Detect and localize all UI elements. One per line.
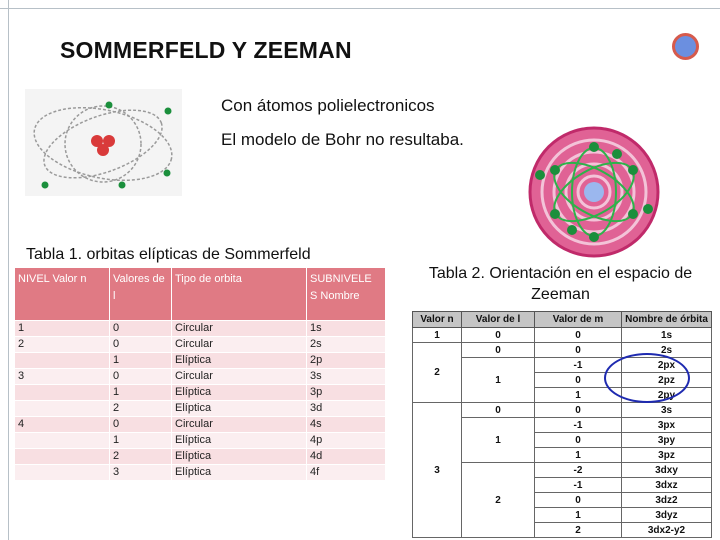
cell-m: -1 <box>535 418 622 433</box>
cell-orbital: 2pz <box>622 373 712 388</box>
cell-type: Elíptica <box>172 353 307 369</box>
cell-subshell: 3d <box>307 401 386 417</box>
table2-caption: Tabla 2. Orientación en el espacio de Zeeman <box>428 265 693 303</box>
cell-orbital: 2px <box>622 358 712 373</box>
cell-m: -1 <box>535 478 622 493</box>
cell-n: 2 <box>413 343 462 403</box>
cell-subshell: 4f <box>307 465 386 481</box>
table-row <box>15 401 386 417</box>
table1-caption: Tabla 1. orbitas elípticas de Sommerfeld <box>26 246 311 263</box>
cell-l: 0 <box>462 343 535 358</box>
sommerfeld-atom-icon <box>527 125 661 259</box>
cell-l: 1 <box>110 385 172 401</box>
table-row <box>15 433 386 449</box>
cell-m: 1 <box>535 448 622 463</box>
cell-m: 0 <box>535 403 622 418</box>
cell-orbital: 1s <box>622 328 712 343</box>
cell-type: Elíptica <box>172 401 307 417</box>
table1-header-row <box>15 268 386 321</box>
cell-type: Elíptica <box>172 433 307 449</box>
cell-type: Circular <box>172 417 307 433</box>
cell-l: 0 <box>110 337 172 353</box>
cell-l: 2 <box>110 401 172 417</box>
cell-l: 0 <box>110 417 172 433</box>
cell-orbital: 3dxy <box>622 463 712 478</box>
cell-n: 1 <box>413 328 462 343</box>
cell-n <box>15 353 110 369</box>
cell-subshell: 3p <box>307 385 386 401</box>
slide-dot-icon <box>672 33 699 60</box>
top-rule <box>0 8 720 9</box>
table2-header-name: Nombre de órbita <box>622 312 712 328</box>
cell-m: 1 <box>535 508 622 523</box>
cell-orbital: 2py <box>622 388 712 403</box>
cell-subshell: 3s <box>307 369 386 385</box>
cell-n: 4 <box>15 417 110 433</box>
table1-header-l: Valores de l <box>110 268 172 321</box>
table2-header-n: Valor n <box>413 312 462 328</box>
cell-m: 0 <box>535 493 622 508</box>
cell-l: 2 <box>110 449 172 465</box>
cell-l: 0 <box>462 403 535 418</box>
table-row <box>413 403 712 418</box>
cell-l: 1 <box>462 358 535 403</box>
table-row <box>15 417 386 433</box>
table-row <box>15 465 386 481</box>
table-row <box>15 337 386 353</box>
cell-orbital: 2s <box>622 343 712 358</box>
table-row <box>15 369 386 385</box>
sommerfeld-table <box>14 267 386 481</box>
cell-m: -2 <box>535 463 622 478</box>
table1-header-subshell: SUBNIVELE S Nombre <box>307 268 386 321</box>
cell-orbital: 3dx2-y2 <box>622 523 712 538</box>
cell-n: 3 <box>413 403 462 538</box>
table1-header-n: NIVEL Valor n <box>15 268 110 321</box>
cell-subshell: 2p <box>307 353 386 369</box>
cell-l: 1 <box>110 353 172 369</box>
cell-l: 1 <box>110 433 172 449</box>
table-row <box>15 353 386 369</box>
cell-subshell: 4s <box>307 417 386 433</box>
cell-m: 1 <box>535 388 622 403</box>
table-row <box>15 321 386 337</box>
cell-n <box>15 465 110 481</box>
left-rule <box>8 0 9 540</box>
bohr-atom-icon <box>25 89 182 196</box>
cell-n <box>15 385 110 401</box>
cell-type: Circular <box>172 337 307 353</box>
cell-l: 3 <box>110 465 172 481</box>
cell-l: 2 <box>462 463 535 538</box>
cell-orbital: 3px <box>622 418 712 433</box>
cell-l: 0 <box>110 321 172 337</box>
table-row <box>15 385 386 401</box>
cell-orbital: 3dxz <box>622 478 712 493</box>
cell-n <box>15 401 110 417</box>
cell-type: Circular <box>172 321 307 337</box>
cell-m: 0 <box>535 373 622 388</box>
cell-subshell: 2s <box>307 337 386 353</box>
cell-m: -1 <box>535 358 622 373</box>
cell-l: 0 <box>462 328 535 343</box>
cell-l: 1 <box>462 418 535 463</box>
cell-orbital: 3dyz <box>622 508 712 523</box>
cell-n <box>15 449 110 465</box>
cell-orbital: 3s <box>622 403 712 418</box>
table2-header-l: Valor de l <box>462 312 535 328</box>
cell-subshell: 4d <box>307 449 386 465</box>
table2-header-row <box>413 312 712 328</box>
cell-n: 3 <box>15 369 110 385</box>
cell-m: 0 <box>535 343 622 358</box>
cell-subshell: 1s <box>307 321 386 337</box>
cell-m: 2 <box>535 523 622 538</box>
cell-orbital: 3pz <box>622 448 712 463</box>
highlight-circle <box>604 353 690 403</box>
cell-n: 1 <box>15 321 110 337</box>
cell-subshell: 4p <box>307 433 386 449</box>
cell-m: 0 <box>535 328 622 343</box>
cell-n: 2 <box>15 337 110 353</box>
cell-type: Elíptica <box>172 465 307 481</box>
cell-type: Circular <box>172 369 307 385</box>
table-row <box>15 449 386 465</box>
intro-text-2: El modelo de Bohr no resultaba. <box>221 130 464 149</box>
cell-type: Elíptica <box>172 449 307 465</box>
cell-l: 0 <box>110 369 172 385</box>
table1-header-type: Tipo de orbita <box>172 268 307 321</box>
table-row <box>413 328 712 343</box>
slide-title: SOMMERFELD Y ZEEMAN <box>60 37 352 63</box>
intro-text-1: Con átomos polielectronicos <box>221 96 435 115</box>
table2-header-m: Valor de m <box>535 312 622 328</box>
cell-orbital: 3dz2 <box>622 493 712 508</box>
cell-n <box>15 433 110 449</box>
zeeman-table <box>412 311 712 538</box>
cell-type: Elíptica <box>172 385 307 401</box>
cell-orbital: 3py <box>622 433 712 448</box>
cell-m: 0 <box>535 433 622 448</box>
